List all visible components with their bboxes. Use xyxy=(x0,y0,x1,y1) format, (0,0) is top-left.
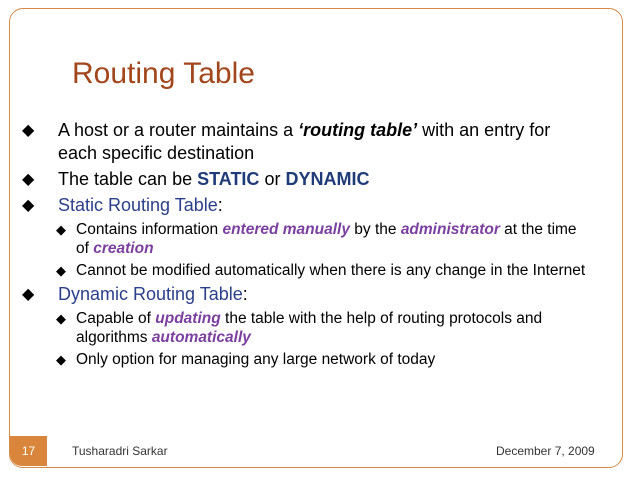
slide-body xyxy=(22,119,592,372)
slide-title: Routing Table xyxy=(72,57,255,90)
slide-number-badge: 17 xyxy=(10,436,47,466)
footer-date: December 7, 2009 xyxy=(496,444,595,458)
dynamic-routing-header: Dynamic Routing Table xyxy=(58,284,243,304)
bullet-text: by the xyxy=(349,221,401,238)
bullet-text: Cannot be modified automatically when there is any change in the Internet xyxy=(76,262,586,279)
header-colon: : xyxy=(217,195,223,215)
bullet-text: Only option for managing any large network of today xyxy=(76,351,436,368)
bullet-text: with an entry for each specific destination xyxy=(58,120,551,163)
bullet-text: Contains information xyxy=(76,221,223,238)
footer-author: Tusharadri Sarkar xyxy=(72,444,168,458)
bullet-text: at the time of xyxy=(76,221,577,257)
bullet-text: The table can be xyxy=(58,169,198,189)
bullet-text: or xyxy=(259,169,286,189)
bullet-table-types xyxy=(22,168,592,191)
bullet-text: the table with the help of routing protocols and algorithms xyxy=(76,310,543,346)
bullet-routing-table-definition xyxy=(22,119,592,165)
emphasis-updating: updating xyxy=(155,310,221,327)
bullet-emphasis: ‘routing table’ xyxy=(298,120,418,140)
bullet-icon: ◆ xyxy=(22,122,35,139)
sub-bullet-not-modifiable xyxy=(56,261,592,280)
bullet-static-routing-header xyxy=(22,194,592,217)
emphasis-administrator: administrator xyxy=(400,221,500,238)
bullet-icon: ◆ xyxy=(56,311,66,326)
sub-bullet-auto-update xyxy=(56,309,592,347)
emphasis-automatically: automatically xyxy=(151,329,251,346)
dynamic-keyword: DYNAMIC xyxy=(285,169,370,189)
bullet-dynamic-routing-header xyxy=(22,283,592,306)
bullet-icon: ◆ xyxy=(22,286,35,303)
bullet-icon: ◆ xyxy=(56,222,66,237)
bullet-text: A host or a router maintains a xyxy=(58,120,299,140)
header-colon: : xyxy=(242,284,248,304)
bullet-icon: ◆ xyxy=(56,352,66,367)
bullet-icon: ◆ xyxy=(22,197,35,214)
sub-bullet-large-network xyxy=(56,350,592,369)
bullet-text: Capable of xyxy=(76,310,156,327)
bullet-icon: ◆ xyxy=(22,171,35,188)
bullet-icon: ◆ xyxy=(56,263,66,278)
sub-bullet-manual-entry xyxy=(56,220,592,258)
emphasis-entered-manually: entered manually xyxy=(222,221,350,238)
emphasis-creation: creation xyxy=(93,240,154,257)
static-routing-header: Static Routing Table xyxy=(58,195,218,215)
static-keyword: STATIC xyxy=(197,169,260,189)
